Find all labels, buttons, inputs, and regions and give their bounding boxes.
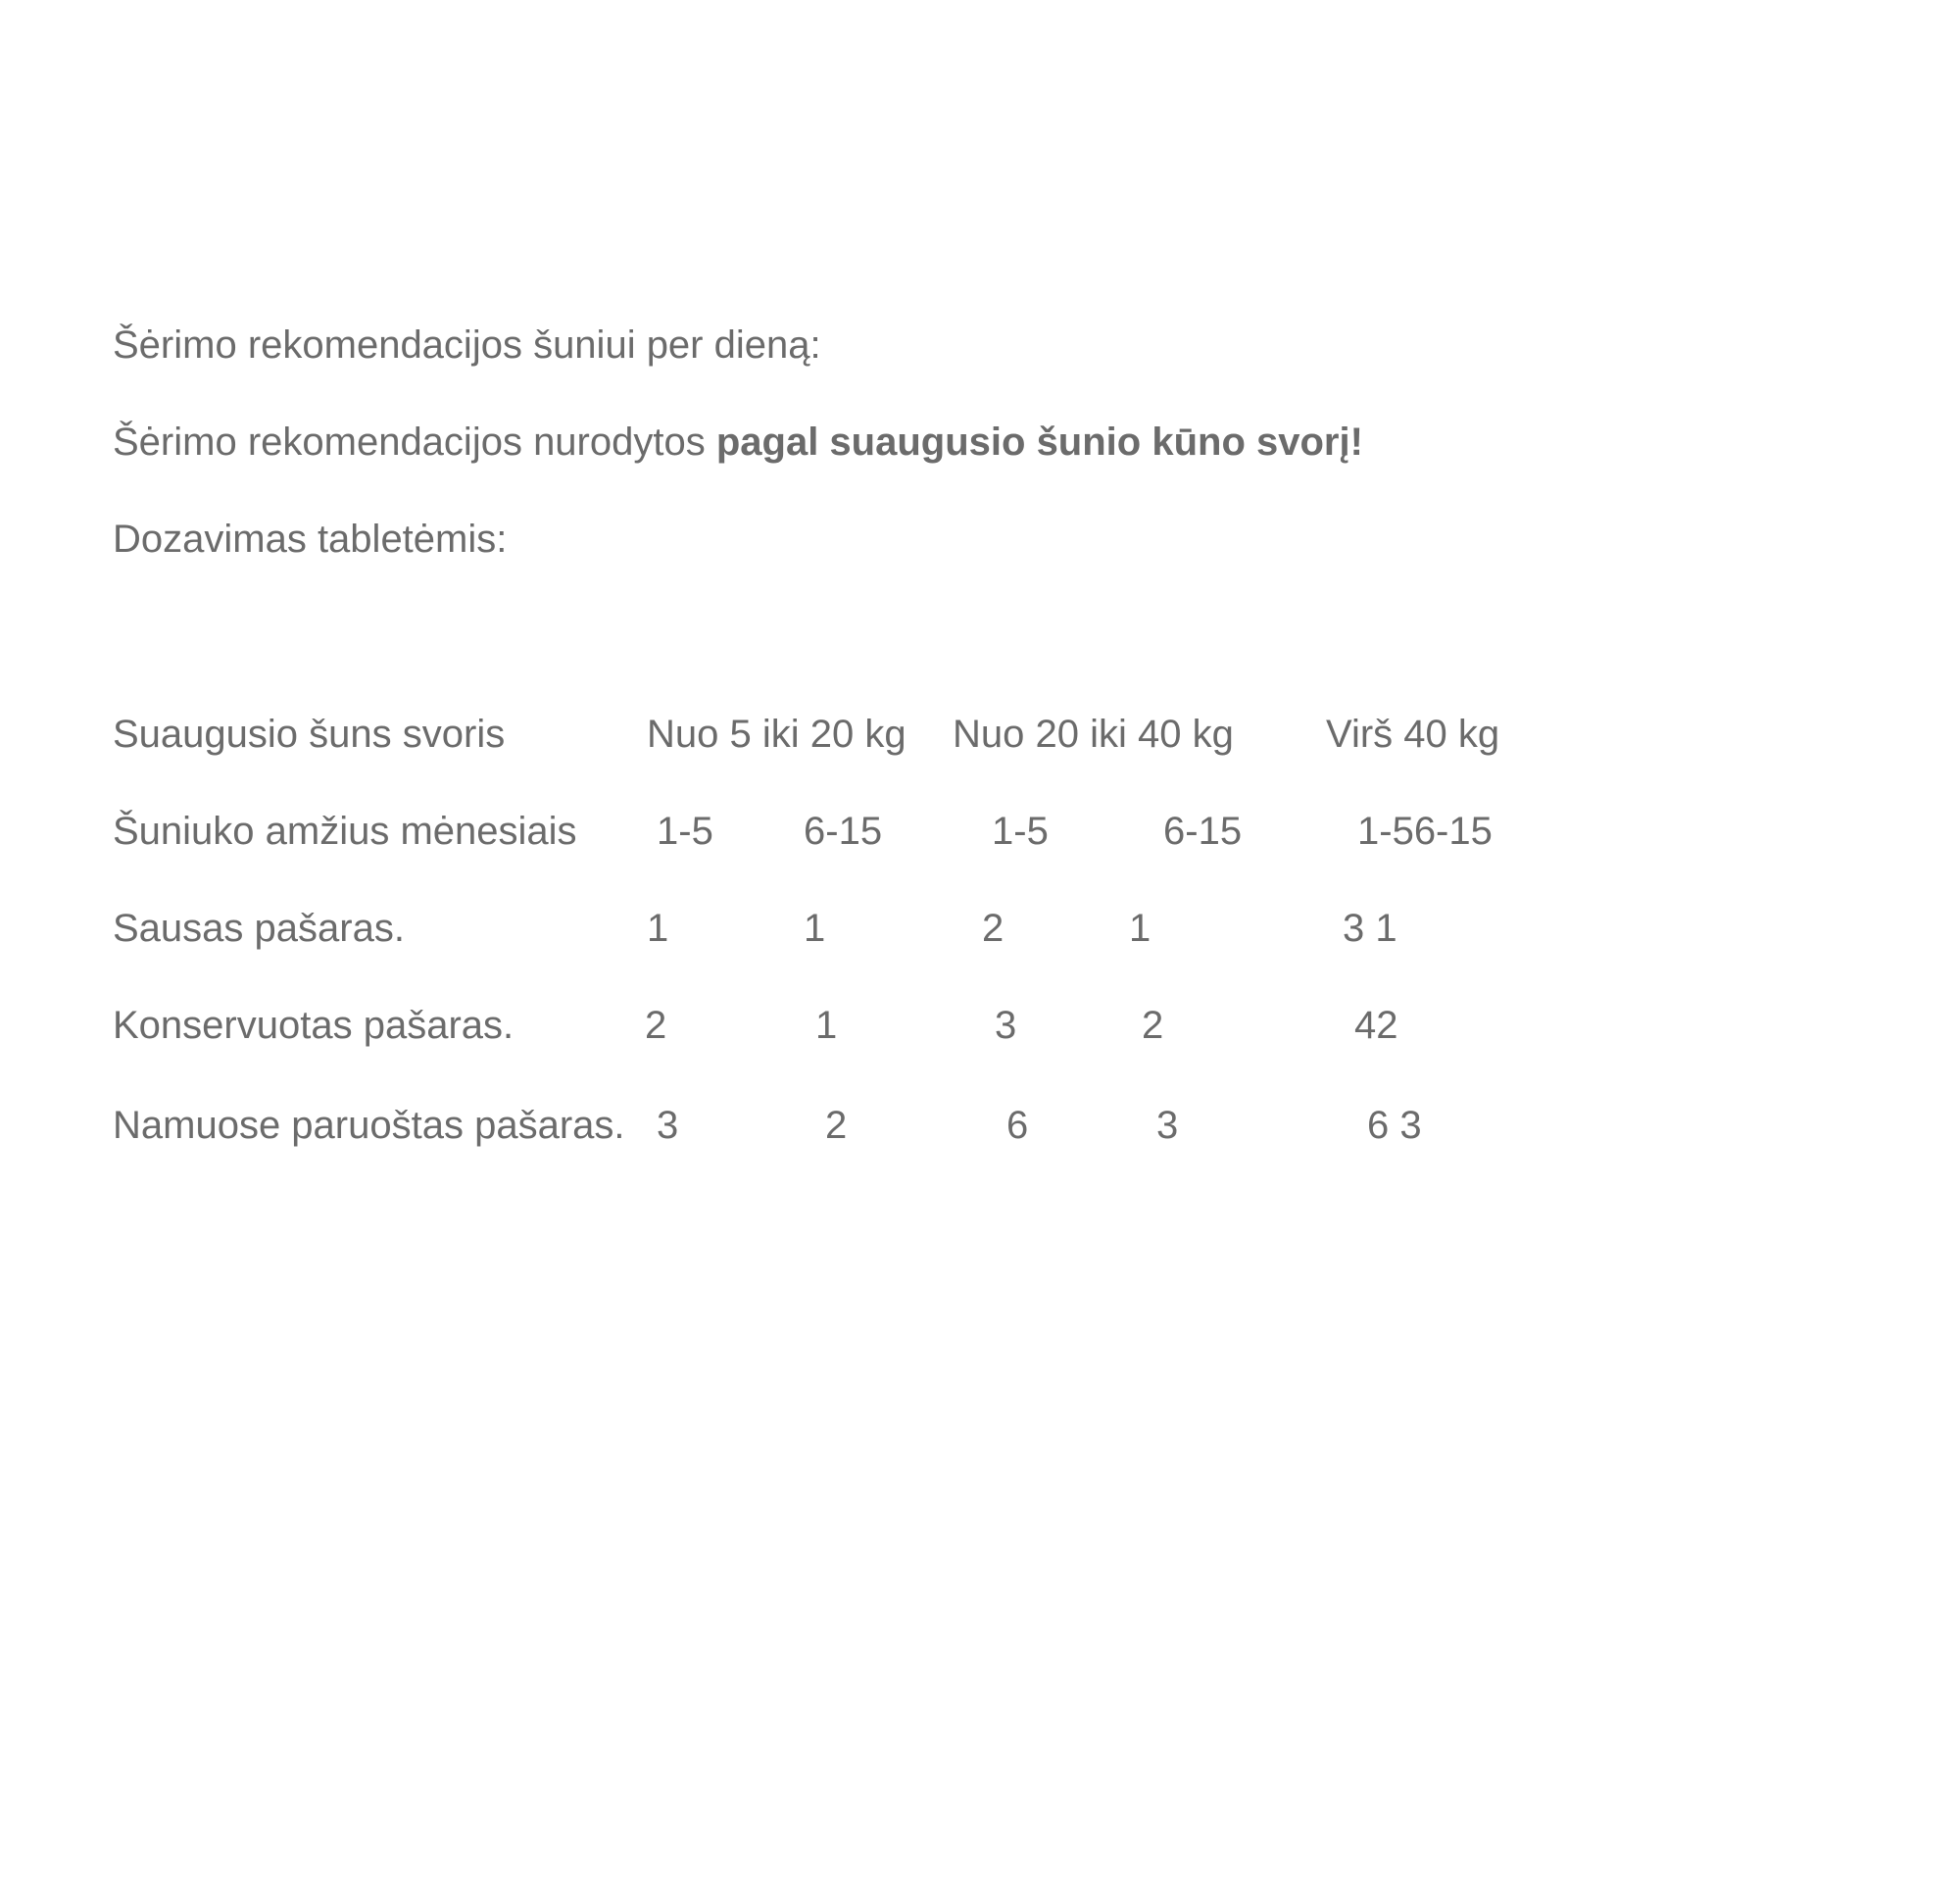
row-value: 3 bbox=[1156, 1104, 1179, 1147]
row-value: 3 bbox=[657, 1104, 679, 1147]
age-value-5: 1-56-15 bbox=[1357, 810, 1493, 853]
note-prefix: Šėrimo rekomendacijos nurodytos bbox=[113, 421, 716, 464]
header-col-2: Nuo 20 iki 40 kg bbox=[953, 713, 1234, 756]
row-value: 6 bbox=[1006, 1104, 1029, 1147]
row-value: 3 bbox=[995, 1004, 1017, 1047]
row-value: 2 bbox=[645, 1004, 667, 1047]
age-value-1: 1-5 bbox=[657, 810, 713, 853]
age-row-label: Šuniuko amžius mėnesiais bbox=[113, 810, 577, 853]
row-label: Konservuotas pašaras. bbox=[113, 1004, 514, 1047]
row-value: 1 bbox=[1129, 907, 1152, 950]
row-value: 42 bbox=[1354, 1004, 1398, 1047]
age-value-4: 6-15 bbox=[1163, 810, 1243, 853]
row-value: 2 bbox=[1142, 1004, 1164, 1047]
dosing-paragraph: Dozavimas tabletėmis: bbox=[113, 518, 508, 561]
row-label: Sausas pašaras. bbox=[113, 907, 405, 950]
row-value: 3 1 bbox=[1343, 907, 1397, 950]
intro-paragraph: Šėrimo rekomendacijos šuniui per dieną: bbox=[113, 323, 821, 367]
row-value: 1 bbox=[815, 1004, 838, 1047]
row-value: 2 bbox=[825, 1104, 848, 1147]
row-value: 6 3 bbox=[1367, 1104, 1422, 1147]
header-col-1: Nuo 5 iki 20 kg bbox=[647, 713, 906, 756]
note-paragraph bbox=[113, 419, 1363, 466]
age-value-2: 6-15 bbox=[804, 810, 883, 853]
note-emphasis: pagal suaugusio šunio kūno svorį! bbox=[715, 421, 1363, 464]
row-value: 1 bbox=[804, 907, 826, 950]
row-label: Namuose paruoštas pašaras. bbox=[113, 1104, 625, 1147]
row-value: 1 bbox=[647, 907, 669, 950]
row-value: 2 bbox=[982, 907, 1004, 950]
age-value-3: 1-5 bbox=[992, 810, 1049, 853]
header-label: Suaugusio šuns svoris bbox=[113, 713, 506, 756]
header-col-3: Virš 40 kg bbox=[1326, 713, 1500, 756]
